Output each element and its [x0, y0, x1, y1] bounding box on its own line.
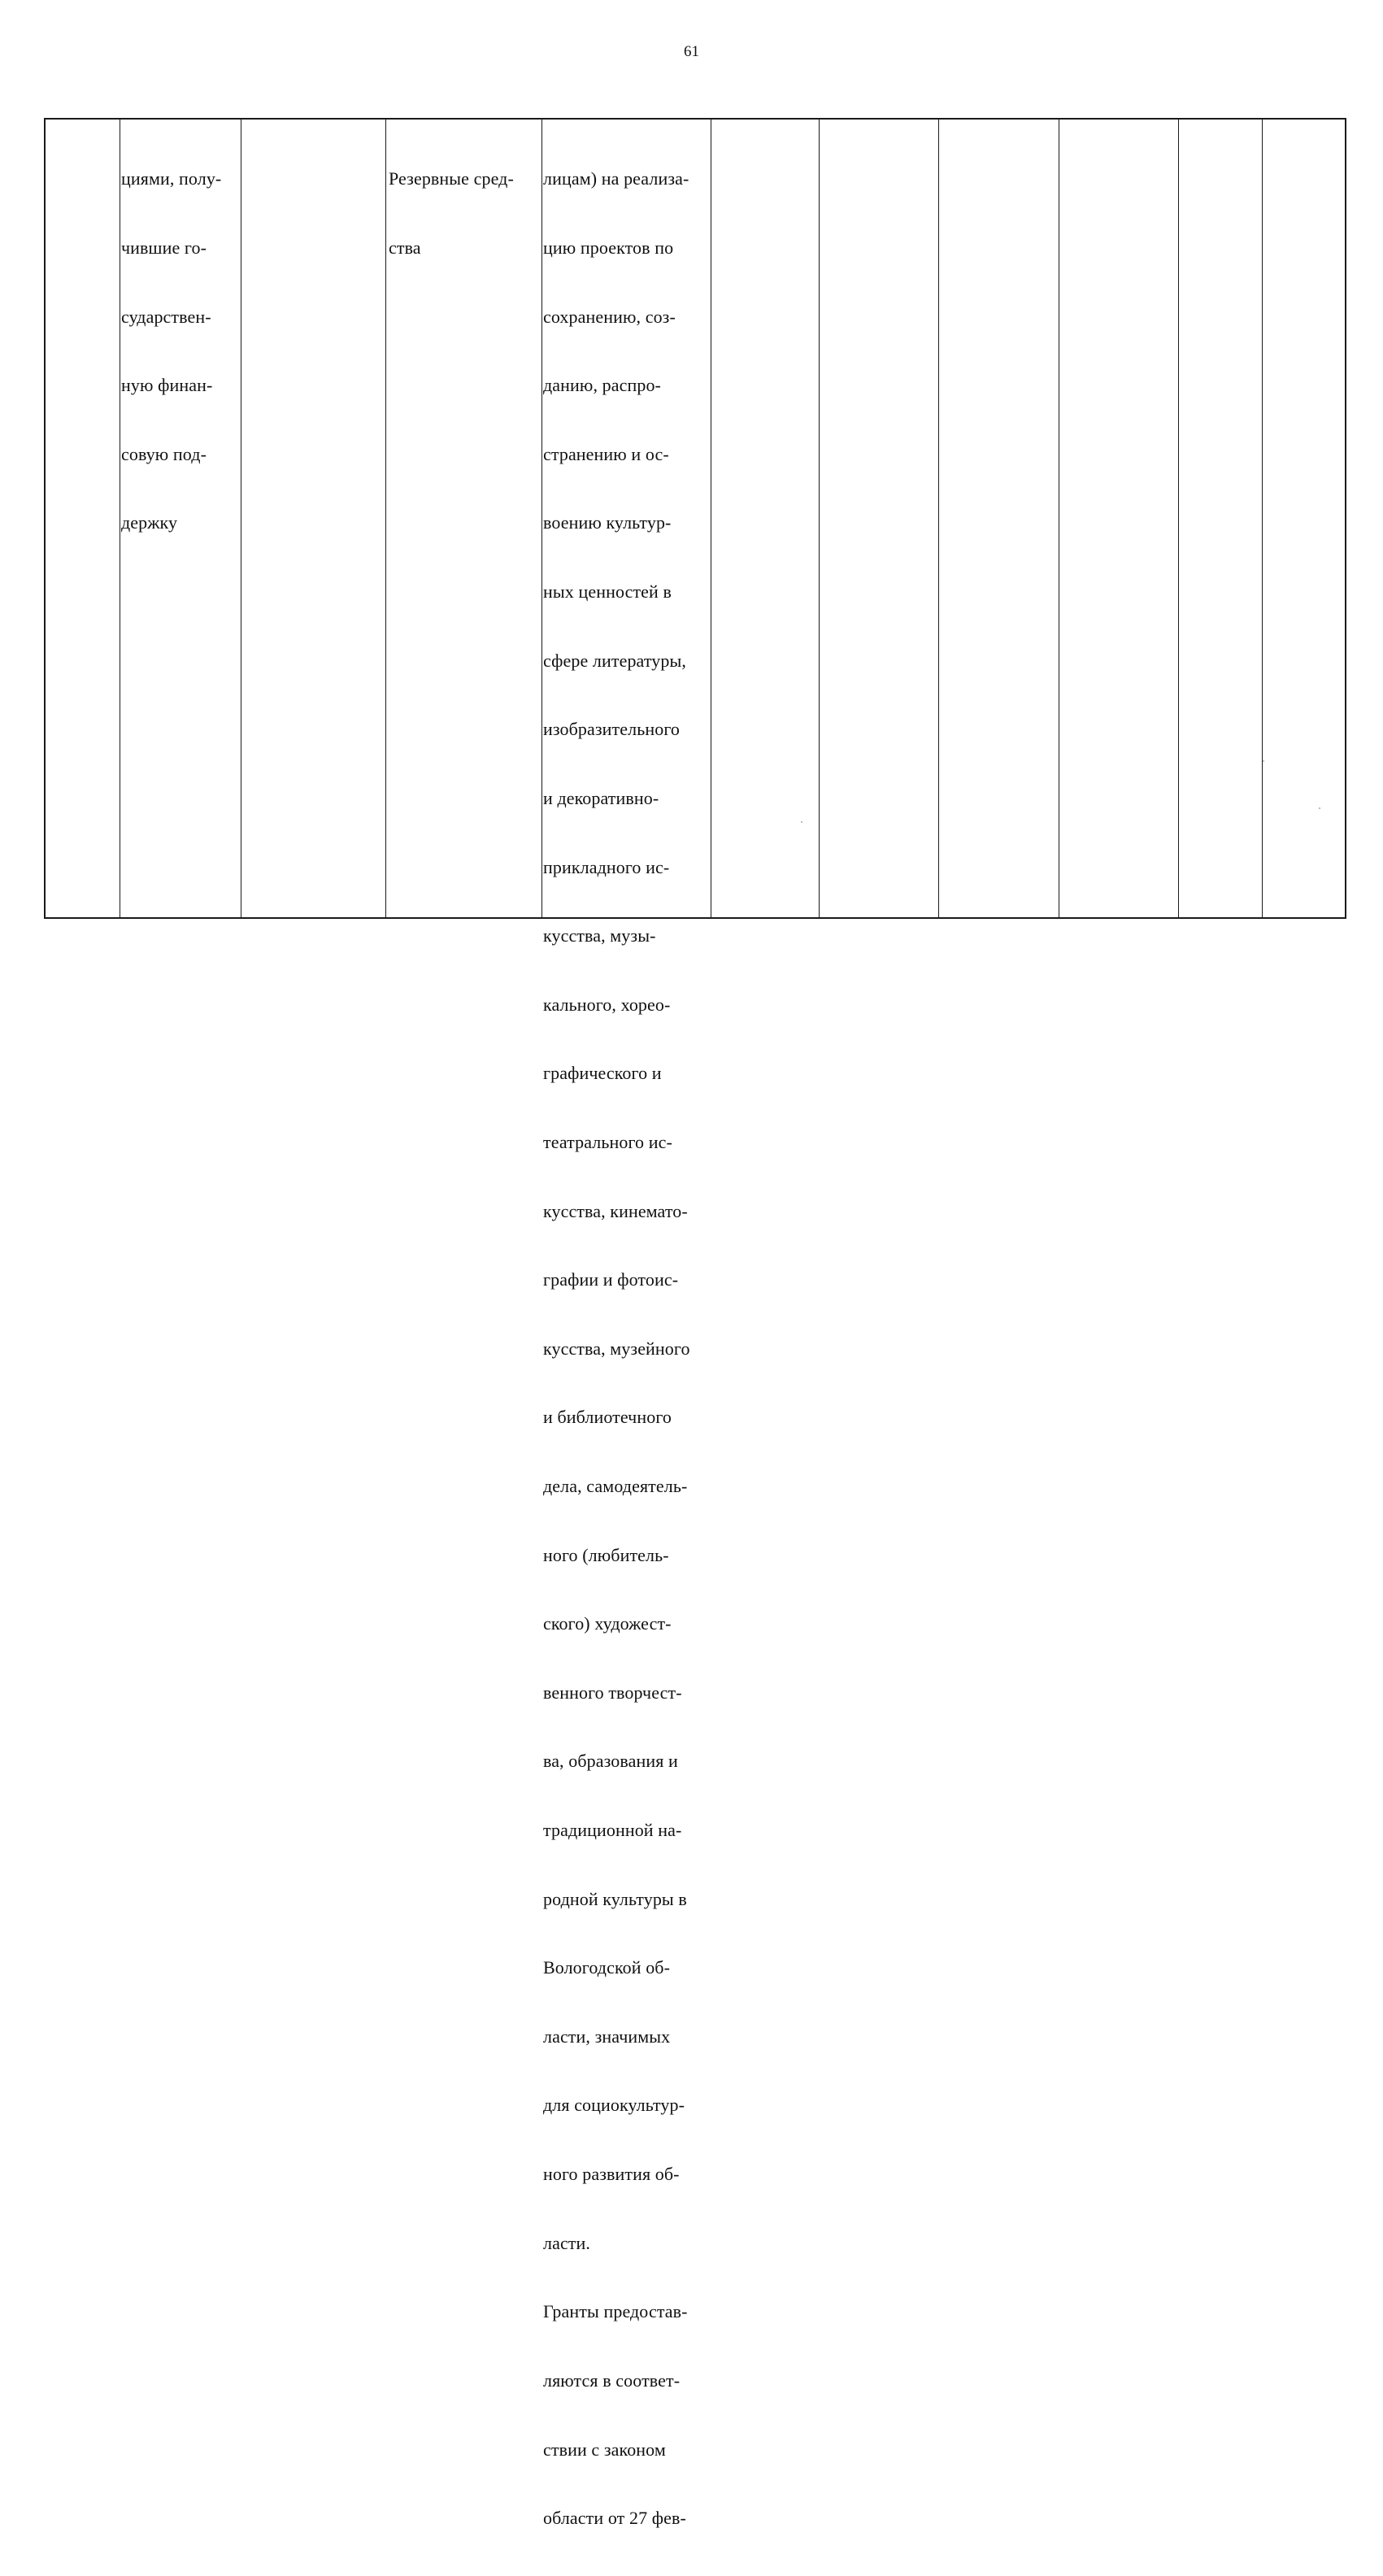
- cell-line: области от 27 фев-: [543, 2508, 686, 2529]
- cell-line: ствии с законом: [543, 2439, 666, 2460]
- scan-speck: [1263, 760, 1264, 762]
- scan-speck: [1319, 807, 1320, 809]
- cell-line: ласти.: [543, 2232, 590, 2253]
- cell-line: ную финан-: [121, 375, 213, 396]
- cell-line: ного развития об-: [543, 2164, 680, 2185]
- cell-line: ласти, значимых: [543, 2026, 671, 2047]
- continuation-table: [44, 118, 1346, 2529]
- cell-line: Резервные сред-: [389, 168, 514, 189]
- cell-line: циями, полу-: [121, 168, 222, 189]
- cell-line: сударствен-: [121, 306, 211, 327]
- cell-line: графического и: [543, 1063, 662, 1084]
- cell-line: держку: [121, 512, 178, 533]
- cell-line: сфере литературы,: [543, 650, 686, 671]
- cell-line: совую под-: [121, 443, 207, 464]
- cell-line: Гранты предостав-: [543, 2301, 688, 2322]
- cell-line: кусства, музейного: [543, 1338, 690, 1359]
- column-divider: [819, 120, 820, 917]
- column-divider: [1178, 120, 1179, 917]
- cell-line: ского) художест-: [543, 1613, 672, 1634]
- cell-line: ных ценностей в: [543, 581, 672, 603]
- cell-line: кального, хорео-: [543, 994, 671, 1015]
- cell-line: данию, распро-: [543, 375, 661, 396]
- column-divider: [541, 120, 542, 917]
- cell-line: ства: [389, 237, 421, 259]
- cell-col-4-funding-source: [389, 122, 540, 306]
- cell-line: традиционной на-: [543, 1820, 682, 1841]
- cell-line: дела, самодеятель-: [543, 1475, 688, 1496]
- cell-line: для социокультур-: [543, 2095, 685, 2116]
- cell-line: цию проектов по: [543, 237, 674, 259]
- cell-line: ва, образования и: [543, 1751, 678, 1772]
- cell-line: венного творчест-: [543, 1682, 682, 1703]
- cell-line: и декоративно-: [543, 787, 659, 808]
- cell-line: кусства, кинемато-: [543, 1200, 688, 1221]
- cell-line: прикладного ис-: [543, 856, 670, 877]
- cell-line: Вологодской об-: [543, 1957, 671, 1978]
- cell-line: и библиотечного: [543, 1407, 672, 1428]
- cell-line: ного (любитель-: [543, 1544, 669, 1565]
- page-number: 61: [684, 43, 699, 60]
- cell-line: странению и ос-: [543, 443, 669, 464]
- cell-line: кусства, музы-: [543, 925, 656, 946]
- cell-line: изобразительного: [543, 719, 680, 740]
- cell-line: лицам) на реализа-: [543, 168, 689, 189]
- cell-line: чившие го-: [121, 237, 207, 259]
- cell-line: ляются в соответ-: [543, 2369, 681, 2391]
- column-divider: [385, 120, 386, 917]
- cell-line: воению культур-: [543, 512, 672, 533]
- scan-speck: [801, 821, 802, 823]
- cell-col-5-description: [543, 122, 709, 2576]
- column-divider: [1262, 120, 1263, 917]
- cell-line: родной культуры в: [543, 1888, 687, 1909]
- cell-col-2-recipients: [121, 122, 240, 581]
- cell-line: сохранению, соз-: [543, 306, 676, 327]
- cell-line: графии и фотоис-: [543, 1269, 679, 1290]
- column-divider: [938, 120, 939, 917]
- cell-line: театрального ис-: [543, 1131, 672, 1152]
